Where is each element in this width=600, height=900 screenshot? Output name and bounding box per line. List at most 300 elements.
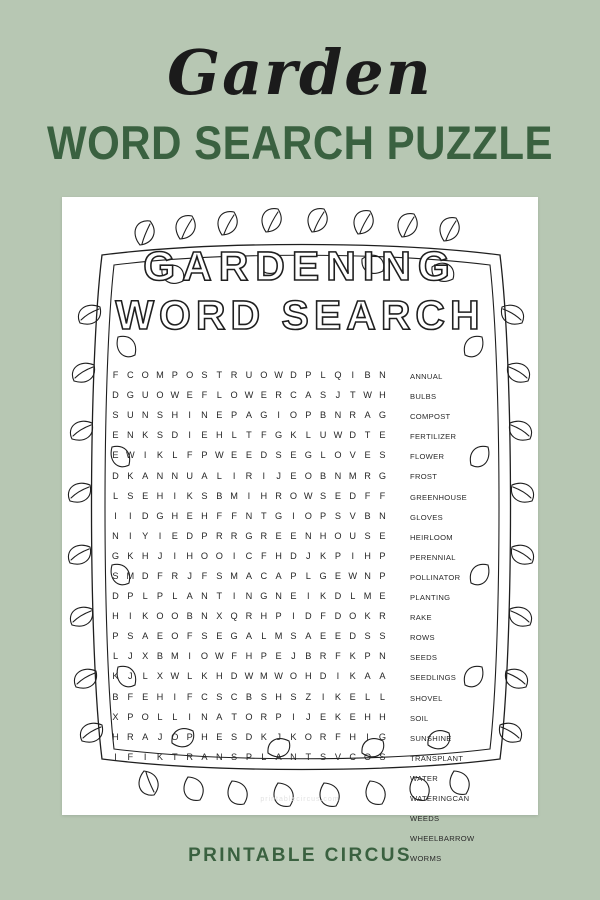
grid-cell: K [349,651,356,662]
grid-cell: L [320,450,326,461]
grid-row [110,506,388,526]
word-list-item: FERTILIZER [410,432,457,442]
grid-cell: V [349,450,356,461]
grid-cell: Q [230,611,238,622]
grid-cell: A [216,711,223,722]
grid-cell: I [292,510,295,521]
grid-cell: D [349,490,357,501]
grid-cell: H [171,410,179,421]
word-list [410,365,474,869]
grid-cell: W [214,651,224,662]
grid-cell: P [156,591,164,602]
grid-cell: S [320,490,327,501]
grid-cell: O [141,370,149,381]
grid-cell: U [186,470,193,481]
grid-cell: F [216,510,223,521]
grid-cell: E [320,711,327,722]
grid-cell: I [336,671,340,682]
grid-cell: N [245,510,253,521]
grid-row [110,747,388,767]
grid-cell: A [245,410,253,421]
grid-cell: D [290,370,297,381]
grid-cell: O [260,370,268,381]
grid-cell: S [379,751,386,762]
grid-cell: P [186,731,193,742]
grid-cell: I [321,691,325,702]
grid-cell: L [365,691,371,702]
grid-cell: P [364,651,371,662]
grid-cell: K [201,671,208,682]
grid-cell: L [112,490,119,501]
grid-cell: I [114,751,117,762]
grid-cell: I [173,550,177,561]
grid-cell: E [171,530,178,541]
grid-cell: N [171,470,179,481]
grid-cell: P [305,410,312,421]
grid-cell: D [334,611,342,622]
grid-cell: J [276,470,281,481]
grid-cell: D [112,470,119,481]
grid-cell: P [275,711,282,722]
grid-cell: F [379,490,386,501]
grid-cell: T [305,751,312,762]
grid-cell: F [335,731,341,742]
grid-cell: O [141,711,149,722]
grid-cell: I [277,410,280,421]
grid-cell: A [364,671,371,682]
grid-row [110,445,388,465]
grid-cell: G [156,510,164,521]
grid-cell: O [156,390,164,401]
grid-cell: G [275,430,283,441]
grid-cell: J [128,671,133,682]
grid-cell: G [304,450,312,461]
grid-cell: N [112,530,119,541]
grid-cell: N [379,510,386,521]
grid-cell: E [290,591,297,602]
grid-cell: H [141,550,149,561]
grid-cell: S [260,691,267,702]
grid-cell: I [173,490,177,501]
grid-cell: D [230,671,238,682]
word-list-item: POLLINATOR [410,572,461,582]
grid-cell: H [186,550,193,561]
grid-cell: K [290,731,297,742]
grid-cell: T [349,390,356,401]
word-list-item: TRANSPLANT [410,753,464,763]
grid-cell: B [364,370,371,381]
word-list-item: PLANTING [410,593,451,603]
grid-cell: M [259,671,268,682]
grid-cell: F [231,651,237,662]
grid-cell: N [201,591,208,602]
grid-cell: A [379,671,386,682]
grid-cell: P [260,651,267,662]
grid-cell: E [334,631,341,642]
grid-cell: S [290,691,297,702]
grid-cell: K [260,731,267,742]
grid-cell: E [290,470,297,481]
grid-row [110,385,388,405]
grid-cell: M [348,470,357,481]
grid-cell: D [171,430,179,441]
word-list-item: FROST [410,472,438,482]
grid-cell: K [364,611,371,622]
grid-cell: J [157,731,163,742]
grid-cell: V [349,510,356,521]
grid-cell: E [216,631,223,642]
grid-cell: C [290,390,297,401]
grid-row [110,405,388,425]
word-list-item: WORMS [410,854,442,864]
grid-cell: F [364,490,371,501]
grid-cell: L [157,711,163,722]
word-list-item: GLOVES [410,512,444,522]
grid-cell: P [231,410,238,421]
grid-cell: R [275,390,282,401]
grid-cell: E [231,450,238,461]
grid-cell: O [364,751,372,762]
grid-cell: F [186,450,193,461]
grid-cell: I [262,470,266,481]
grid-cell: C [127,370,134,381]
grid-cell: K [156,751,164,762]
grid-cell: I [173,691,177,702]
grid-cell: N [156,470,164,481]
puzzle-title-line-2: WORD SEARCH [115,292,485,339]
grid-cell: D [334,591,342,602]
grid-cell: D [304,611,312,622]
word-list-item: ANNUAL [410,372,443,381]
grid-cell: B [186,611,193,622]
grid-cell: I [129,530,132,541]
grid-cell: F [201,570,208,581]
grid-cell: A [142,470,149,481]
grid-cell: L [172,591,178,602]
grid-cell: S [201,370,208,381]
grid-cell: P [334,550,341,561]
grid-cell: C [245,550,253,561]
grid-cell: A [142,631,149,642]
grid-cell: L [350,591,356,602]
footer-brand: PRINTABLE CIRCUS [188,845,412,866]
grid-cell: J [305,711,311,722]
grid-cell: E [245,450,253,461]
grid-cell: B [320,470,327,481]
grid-cell: N [290,751,297,762]
grid-cell: T [216,370,223,381]
grid-cell: D [290,550,297,561]
grid-cell: R [127,731,134,742]
grid-cell: E [290,450,297,461]
grid-cell: E [142,691,149,702]
word-list-items [410,367,474,869]
grid-cell: E [334,570,341,581]
grid-cell: P [379,570,386,581]
grid-cell: I [129,611,132,622]
grid-cell: M [363,591,372,602]
grid-cell: A [305,631,312,642]
word-list-item: PERENNIAL [410,552,456,562]
grid-cell: F [260,430,267,441]
puzzle-sheet [62,197,538,864]
grid-cell: W [170,390,180,401]
grid-cell: N [304,530,312,541]
grid-row [110,687,388,707]
grid-cell: E [156,631,164,642]
grid-cell: G [275,510,283,521]
grid-cell: D [186,530,193,541]
grid-cell: E [201,430,208,441]
grid-cell: P [201,450,208,461]
grid-cell: X [156,671,164,682]
grid-cell: X [112,711,119,722]
grid-cell: L [231,430,237,441]
grid-row [110,425,388,445]
grid-cell: D [141,510,149,521]
grid-cell: S [379,450,386,461]
grid-cell: F [127,691,134,702]
grid-cell: G [260,410,268,421]
grid-cell: H [319,530,327,541]
grid-cell: E [112,430,119,441]
grid-cell: A [275,751,282,762]
grid-row [110,546,388,566]
grid-cell: S [127,490,134,501]
puzzle-content [110,365,502,869]
grid-cell: P [127,591,134,602]
grid-cell: N [201,410,208,421]
grid-cell: F [157,570,163,581]
grid-cell: K [349,671,356,682]
grid-cell: F [186,631,193,642]
watermark: printablecircus.com [260,796,340,803]
grid-cell: I [114,510,117,521]
grid-cell: F [320,611,326,622]
grid-cell: O [304,470,312,481]
grid-cell: G [230,631,238,642]
grid-cell: T [231,711,237,722]
grid-cell: X [142,651,149,662]
grid-cell: S [231,731,238,742]
grid-cell: I [188,430,191,441]
grid-cell: C [349,751,357,762]
grid-cell: G [378,470,386,481]
grid-cell: I [351,370,355,381]
grid-cell: J [128,651,133,662]
grid-row [110,727,388,747]
grid-cell: E [216,731,223,742]
grid-cell: L [172,450,178,461]
grid-cell: C [260,570,268,581]
grid-cell: O [349,611,357,622]
grid-cell: L [261,751,267,762]
grid-cell: K [320,550,327,561]
grid-cell: J [335,390,341,401]
grid-cell: H [156,490,164,501]
grid-row [110,566,388,586]
grid-cell: O [200,651,209,662]
grid-row [110,365,388,385]
grid-cell: O [245,711,253,722]
grid-cell: F [127,751,134,762]
grid-cell: V [334,751,341,762]
grid-cell: S [320,390,327,401]
grid-cell: I [143,450,147,461]
grid-cell: I [188,711,191,722]
page-title-script: Garden [167,36,433,109]
grid-cell: I [188,651,191,662]
header [0,36,600,170]
grid-row [110,646,388,666]
grid-cell: H [379,390,386,401]
grid-cell: N [379,370,386,381]
grid-cell: M [126,570,135,581]
grid-cell: Q [334,370,342,381]
grid-row [110,666,388,686]
grid-cell: I [232,591,236,602]
grid-cell: R [245,611,253,622]
grid-cell: R [186,751,193,762]
grid-cell: N [334,410,342,421]
grid-cell: O [171,631,179,642]
grid-cell: A [201,470,208,481]
word-list-item: BULBS [410,392,437,402]
puzzle-title [62,245,538,337]
grid-cell: W [348,570,358,581]
grid-cell: H [260,490,268,501]
word-list-item: WEEDS [410,814,440,824]
grid-cell: S [112,570,119,581]
word-list-item: SHOVEL [410,693,443,703]
grid-cell: B [245,691,253,702]
grid-row [110,707,388,727]
grid-cell: T [172,751,178,762]
grid-cell: W [170,671,180,682]
grid-cell: B [216,490,223,501]
grid-cell: W [244,671,254,682]
grid-cell: G [245,530,253,541]
grid-cell: W [274,370,283,381]
grid-cell: F [260,550,267,561]
grid-cell: L [379,691,385,702]
grid-cell: E [379,530,386,541]
grid-cell: X [216,611,223,622]
grid-cell: U [245,370,253,381]
grid-cell: S [201,490,208,501]
grid-cell: E [364,450,371,461]
grid-cell: E [142,490,149,501]
grid-cell: G [378,731,386,742]
grid-cell: E [379,430,386,441]
grid-cell: S [127,631,134,642]
grid-cell: A [364,410,371,421]
grid-cell: J [157,550,163,561]
grid-cell: O [289,410,298,421]
grid-cell: N [127,430,134,441]
grid-cell: K [127,550,134,561]
grid-cell: G [260,591,268,602]
grid-cell: T [260,510,267,521]
grid-cell: H [201,731,208,742]
grid-cell: W [244,390,254,401]
grid-cell: N [245,591,253,602]
grid-cell: M [230,570,238,581]
grid-cell: L [305,430,311,441]
grid-cell: I [306,591,310,602]
grid-cell: A [305,390,312,401]
grid-cell: O [200,550,209,561]
grid-cell: S [290,631,297,642]
grid-cell: N [275,591,282,602]
grid-cell: I [232,470,236,481]
word-list-item: ROWS [410,633,435,643]
grid-cell: S [275,450,282,461]
grid-cell: I [188,410,191,421]
grid-cell: O [304,510,312,521]
grid-cell: N [215,751,223,762]
grid-cell: O [289,671,298,682]
grid-cell: I [232,550,236,561]
grid-cell: F [335,651,341,662]
grid-cell: H [112,611,119,622]
grid-cell: K [334,711,341,722]
grid-cell: A [245,631,253,642]
grid-cell: K [156,450,164,461]
grid-cell: P [305,370,312,381]
grid-cell: L [172,711,178,722]
grid-cell: S [156,410,164,421]
word-list-item: HEIRLOOM [410,532,453,542]
grid-cell: N [201,711,208,722]
grid-cell: K [290,430,297,441]
grid-cell: B [156,651,164,662]
grid-row [110,626,388,646]
grid-cell: E [275,530,282,541]
grid-cell: H [349,731,357,742]
grid-cell: R [230,530,238,541]
grid-cell: L [142,671,148,682]
grid-cell: C [201,691,208,702]
grid-cell: E [186,390,193,401]
grid-cell: P [290,570,297,581]
grid-cell: W [333,430,343,441]
grid-cell: D [349,430,357,441]
grid-cell: H [379,711,386,722]
grid-cell: I [143,751,147,762]
grid-cell: K [186,490,193,501]
grid-cell: S [112,410,119,421]
grid-cell: L [187,671,193,682]
grid-cell: E [349,711,356,722]
grid-cell: K [320,591,327,602]
grid-cell: B [305,651,312,662]
grid-cell: U [319,430,327,441]
word-list-item: SEEDS [410,653,438,663]
grid-cell: R [319,731,327,742]
grid-cell: F [231,510,237,521]
letter-grid [110,365,388,767]
grid-cell: H [275,550,282,561]
grid-cell: E [290,530,297,541]
grid-cell: N [364,570,371,581]
grid-cell: D [112,390,119,401]
grid-cell: H [245,651,253,662]
grid-cell: R [275,490,282,501]
grid-cell: H [215,671,223,682]
grid-cell: T [246,430,252,441]
grid-cell: S [364,631,371,642]
